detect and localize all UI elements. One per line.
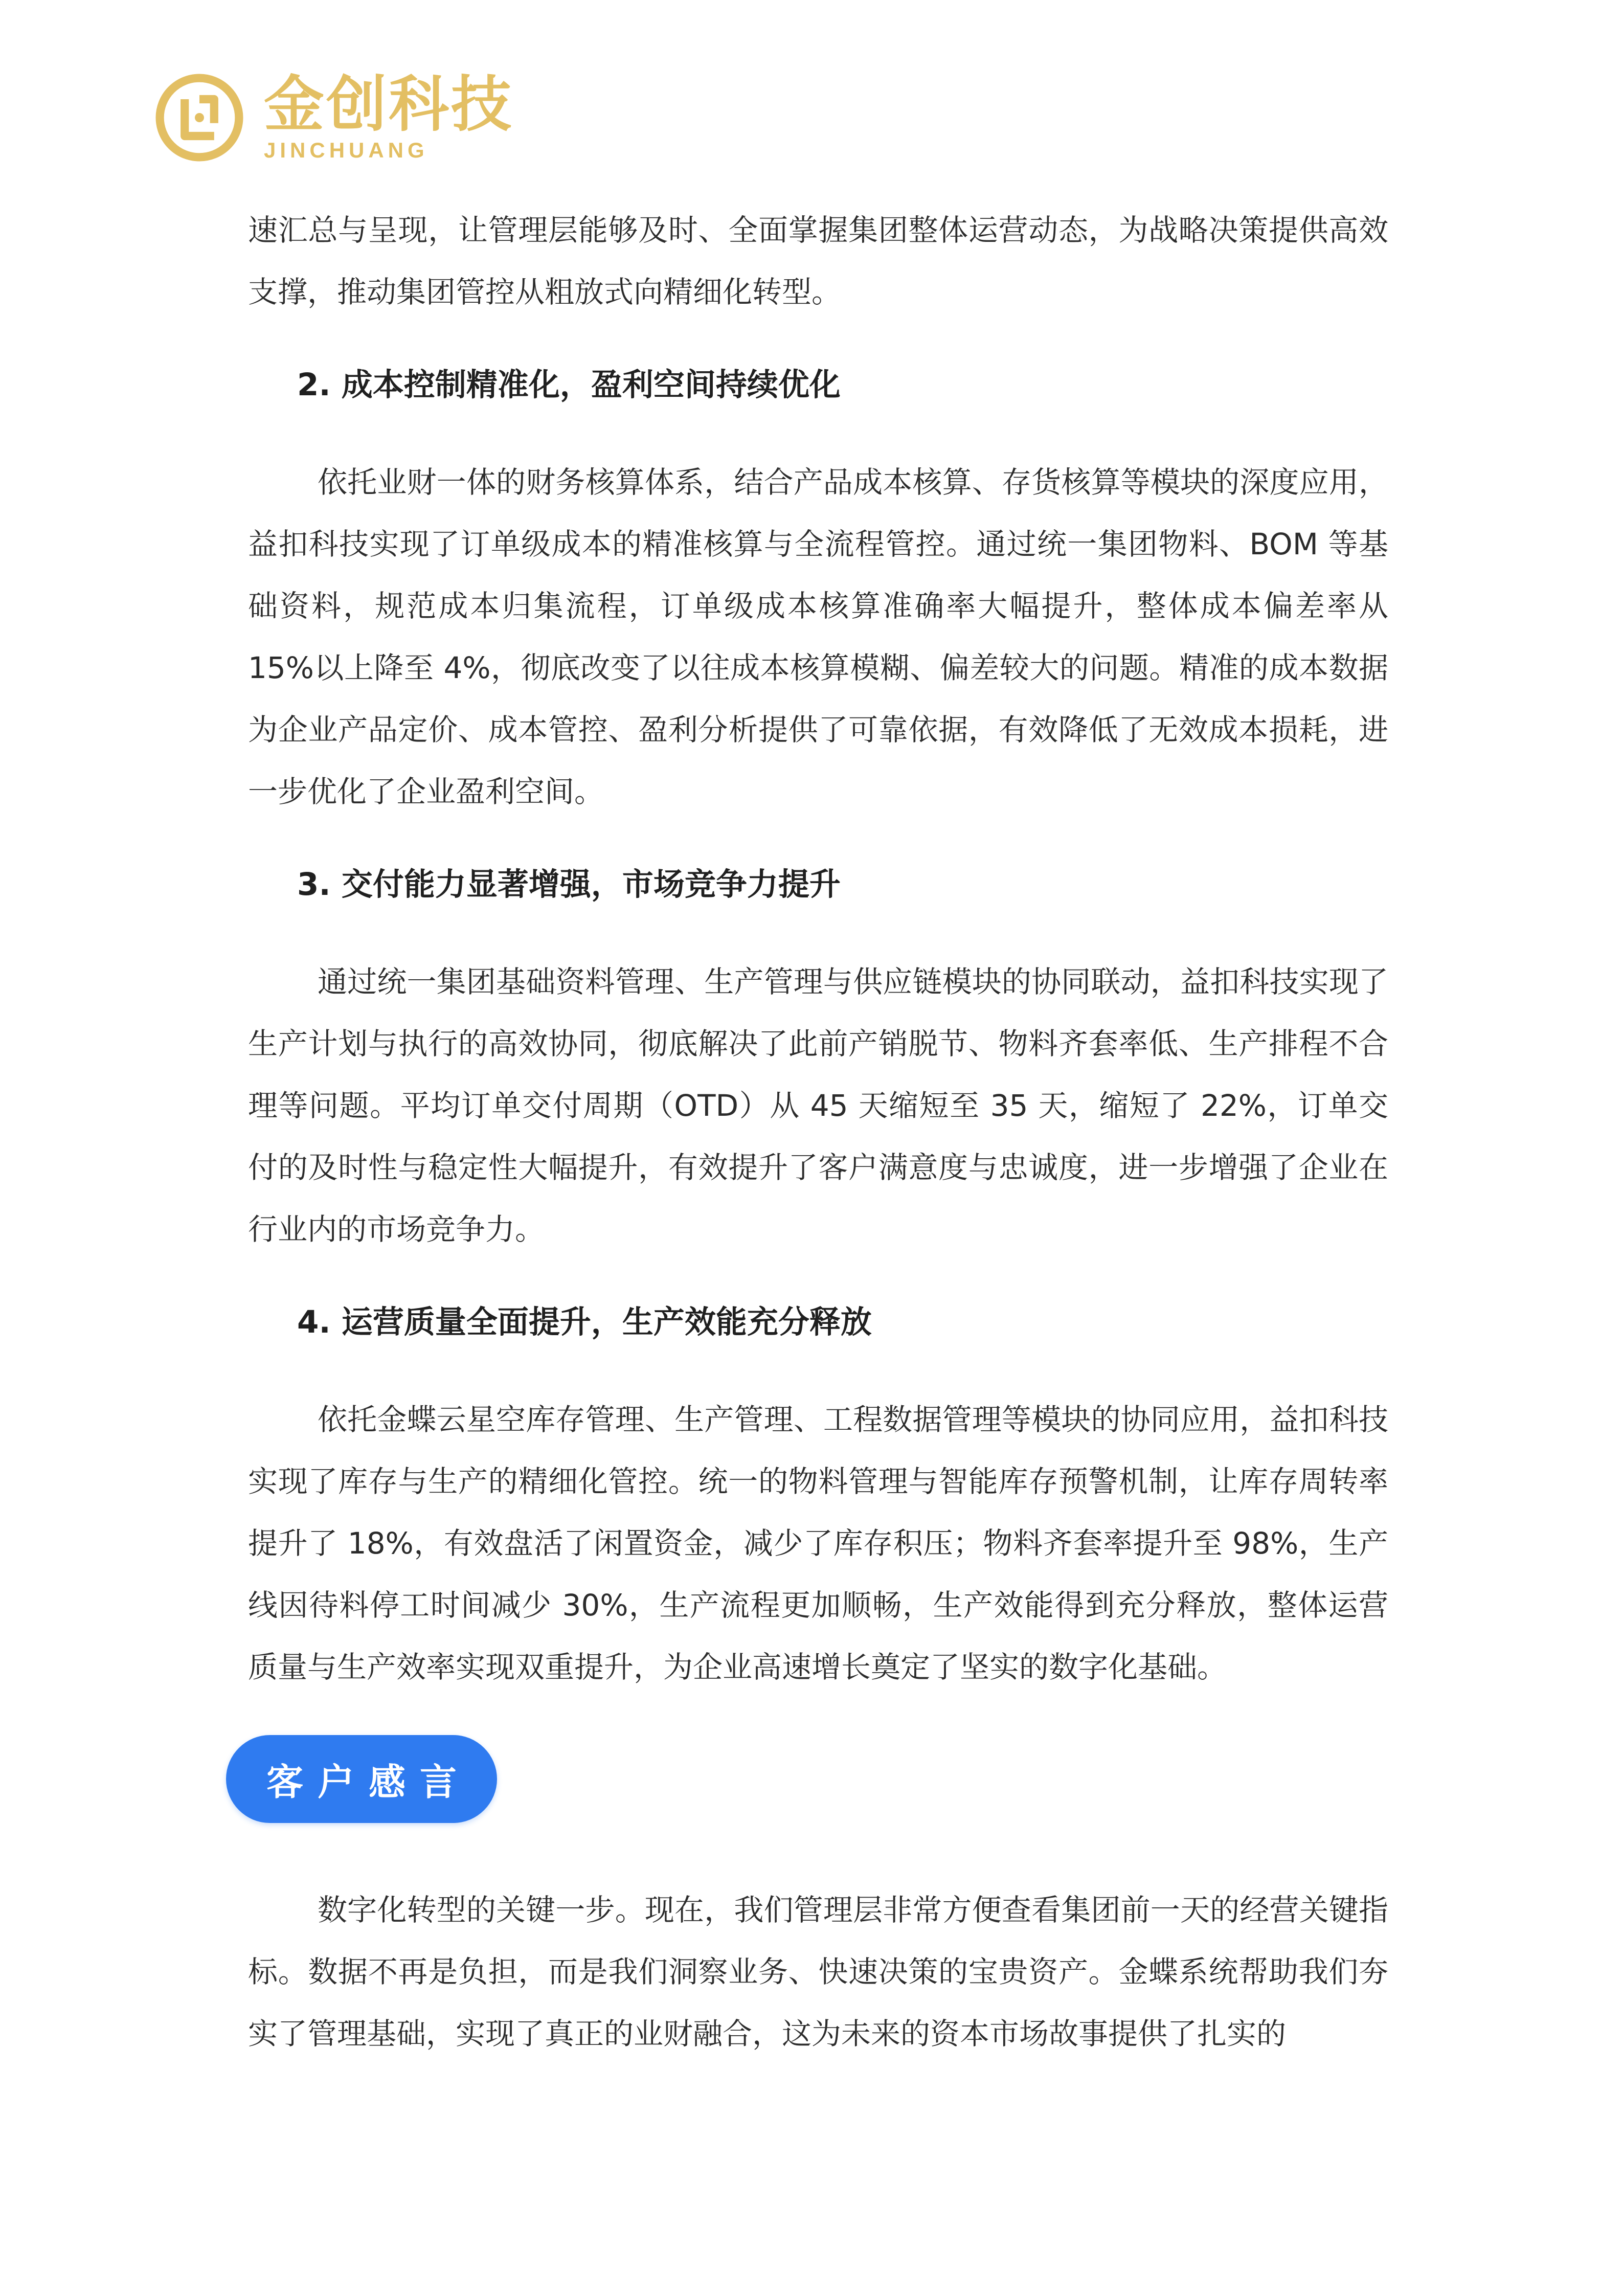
brand-name (264, 69, 514, 162)
section-heading: 2. 成本控制精准化，盈利空间持续优化 (297, 367, 841, 403)
brand-name-cn: 金创科技 (264, 69, 514, 140)
section-paragraph: 依托业财一体的财务核算体系，结合产品成本核算、存货核算等模块的深度应用，益扣科技实现了订单级成本的精准核算与全流程管控。通过统一集团物料、BOM 等基础资料，规范成本归集流程，订单级成本核算准确率大幅提升，整体成本偏差率从 15%以上降至 4%，彻底改变了以往成本核算模糊、偏差较大的问题。精准的成本数据为企业产品定价、成本管控、盈利分析提供了可靠依据，有效降低了无效成本损耗，进一步优化了企业盈利空间。 (248, 465, 1388, 809)
customer-quote (248, 1879, 1388, 2065)
section-paragraph: 依托金蝶云星空库存管理、生产管理、工程数据管理等模块的协同应用，益扣科技实现了库存与生产的精细化管控。统一的物料管理与智能库存预警机制，让库存周转率提升了 18%，有效盘活了闲置资金，减少了库存积压；物料齐套率提升至 98%，生产线因待料停工时间减少 30%，生产流程更加顺畅，生产效能得到充分释放，整体运营质量与生产效率实现双重提升，为企业高速增长奠定了坚实的数字化基础。 (248, 1402, 1388, 1684)
section-paragraph: 通过统一集团基础资料管理、生产管理与供应链模块的协同联动，益扣科技实现了生产计划与执行的高效协同，彻底解决了此前产销脱节、物料齐套率低、生产排程不合理等问题。平均订单交付周期（OTD）从 45 天缩短至 35 天，缩短了 22%，订单交付的及时性与稳定性大幅提升，有效提升了客户满意度与忠诚度，进一步增强了企业在行业内的市场竞争力。 (248, 964, 1388, 1247)
customer-quote-text: 数字化转型的关键一步。现在，我们管理层非常方便查看集团前一天的经营关键指标。数据不再是负担，而是我们洞察业务、快速决策的宝贵资产。金蝶系统帮助我们夯实了管理基础，实现了真正的业财融合，这为未来的资本市场故事提供了扎实的 (248, 1893, 1388, 2051)
document-body (248, 199, 1388, 1698)
section-heading: 3. 交付能力显著增强，市场竞争力提升 (297, 866, 841, 903)
jinchuang-logo-icon (153, 72, 245, 164)
customer-testimonial-label: 客户感言 (226, 1735, 497, 1823)
brand-name-en: JINCHUANG (264, 138, 429, 162)
brand-logo (153, 69, 514, 164)
intro-paragraph: 速汇总与呈现，让管理层能够及时、全面掌握集团整体运营动态，为战略决策提供高效支撑，推动集团管控从粗放式向精细化转型。 (248, 213, 1388, 309)
section-heading: 4. 运营质量全面提升，生产效能充分释放 (297, 1304, 872, 1340)
